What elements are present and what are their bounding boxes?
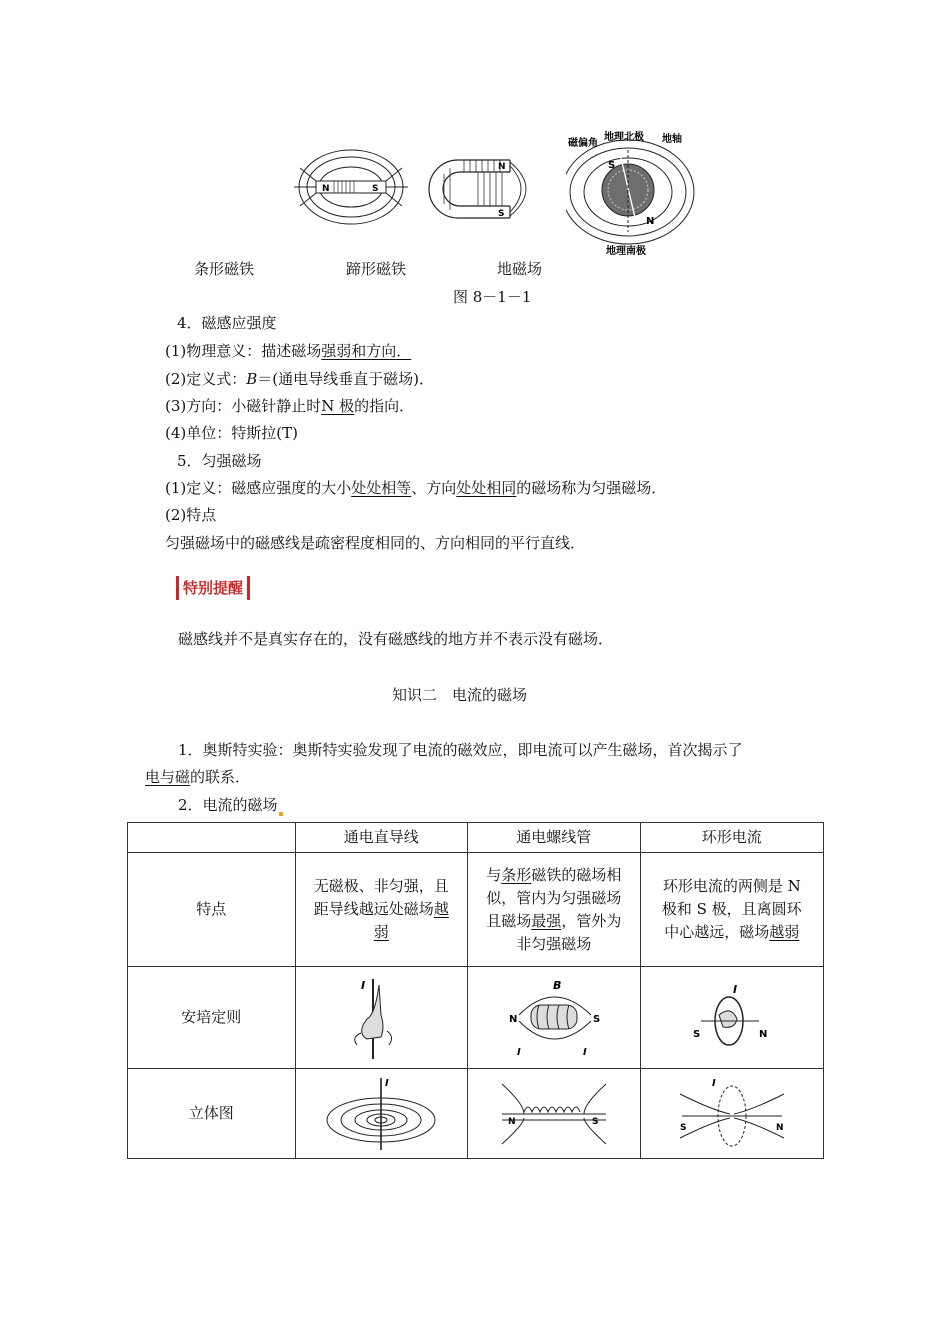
svg-text:S: S xyxy=(679,1122,687,1133)
axis-label: 地轴 xyxy=(662,134,682,145)
section5-line3: 匀强磁场中的磁感线是疏密程度相同的、方向相同的平行直线． xyxy=(165,534,586,552)
svg-text:I: I xyxy=(582,1046,587,1058)
figure-label-earth: 地磁场 xyxy=(497,260,543,278)
section5-title: 5．匀强磁场 xyxy=(177,452,262,470)
ring-3d-icon xyxy=(672,1074,792,1154)
earth-n-label: N xyxy=(646,216,655,227)
special-reminder-badge: 特别提醒 xyxy=(176,576,250,600)
underlined-answer: N 极 xyxy=(321,397,355,415)
svg-text:I: I xyxy=(711,1077,716,1089)
ring-feature: 环形电流的两侧是 N 极和 S 极，且离圆环 中心越远，磁场越弱 xyxy=(640,853,823,967)
horseshoe-magnet-figure xyxy=(424,152,550,228)
special-reminder-text: 磁感线并不是真实存在的，没有磁感线的地方并不表示没有磁场． xyxy=(178,630,614,648)
table-row xyxy=(128,1069,824,1159)
svg-text:B: B xyxy=(552,978,562,992)
section5-line1: (1)定义：磁感应强度的大小处处相等、方向处处相同的磁场称为匀强磁场． xyxy=(165,479,667,497)
table-header-ring: 环形电流 xyxy=(640,823,823,853)
declination-label: 磁偏角 xyxy=(568,138,598,149)
row-label-3d: 立体图 xyxy=(128,1069,296,1159)
row-label-feature: 特点 xyxy=(128,853,296,967)
table-row xyxy=(128,967,824,1069)
svg-text:S: S xyxy=(591,1116,599,1127)
bar-s-label: S xyxy=(372,184,379,194)
knowledge2-heading: 知识二 电流的磁场 xyxy=(392,686,528,704)
geo-north-label: 地理北极 xyxy=(604,132,644,143)
svg-text:I: I xyxy=(361,978,366,992)
table-row xyxy=(128,853,824,967)
svg-text:N: N xyxy=(775,1122,784,1133)
horseshoe-n-label: N xyxy=(498,162,506,172)
ring-right-hand-icon xyxy=(687,975,777,1061)
solenoid-feature: 与条形磁铁的磁场相 似，管内为匀强磁场 且磁场最强，管外为 非匀强磁场 xyxy=(468,853,641,967)
wire-3d-icon xyxy=(321,1074,441,1154)
svg-text:I: I xyxy=(516,1046,521,1058)
horseshoe-s-label: S xyxy=(498,209,505,219)
knowledge2-p2: 2．电流的磁场 xyxy=(178,794,283,816)
earth-field-figure xyxy=(566,128,702,256)
bar-magnet-figure xyxy=(292,148,410,226)
wire-right-hand-icon xyxy=(341,975,421,1061)
svg-text:I: I xyxy=(385,1077,390,1089)
row-label-ampere: 安培定则 xyxy=(128,967,296,1069)
svg-text:N: N xyxy=(507,1116,516,1127)
section4-line4: (4)单位：特斯拉(T) xyxy=(165,424,298,442)
svg-text:S: S xyxy=(592,1013,601,1025)
geo-south-label: 地理南极 xyxy=(606,246,646,256)
solenoid-3d-icon xyxy=(494,1074,614,1154)
svg-text:N: N xyxy=(508,1013,518,1025)
earth-s-label: S xyxy=(608,160,616,171)
current-field-table xyxy=(127,822,824,1159)
section5-line2: (2)特点 xyxy=(165,506,217,524)
wire-feature: 无磁极、非匀强，且 距导线越远处磁场越 弱 xyxy=(295,853,468,967)
svg-text:S: S xyxy=(692,1028,700,1040)
table-header-empty xyxy=(128,823,296,853)
bar-n-label: N xyxy=(322,184,330,194)
svg-text:I: I xyxy=(732,982,737,996)
solenoid-right-hand-icon xyxy=(499,975,609,1061)
figure-label-horseshoe: 蹄形磁铁 xyxy=(346,260,407,278)
knowledge2-p1: 1．奥斯特实验：奥斯特实验发现了电流的磁效应，即电流可以产生磁场，首次揭示了 xyxy=(178,741,743,759)
section4-line1: (1)物理意义：描述磁场强弱和方向． xyxy=(165,342,412,360)
table-header-solenoid: 通电螺线管 xyxy=(468,823,641,853)
table-header-wire: 通电直导线 xyxy=(295,823,468,853)
section4-line3: (3)方向：小磁针静止时N 极的指向． xyxy=(165,397,415,415)
knowledge2-p1-cont: 电与磁的联系． xyxy=(145,768,251,786)
section4-line2: (2)定义式：B＝(通电导线垂直于磁场)． xyxy=(165,370,434,388)
figure-caption: 图 8－1－1 xyxy=(453,288,532,306)
underlined-answer: 强弱和方向． xyxy=(321,342,412,360)
figure-label-bar: 条形磁铁 xyxy=(194,260,255,278)
section4-title: 4．磁感应强度 xyxy=(177,314,277,332)
svg-text:N: N xyxy=(758,1028,768,1040)
